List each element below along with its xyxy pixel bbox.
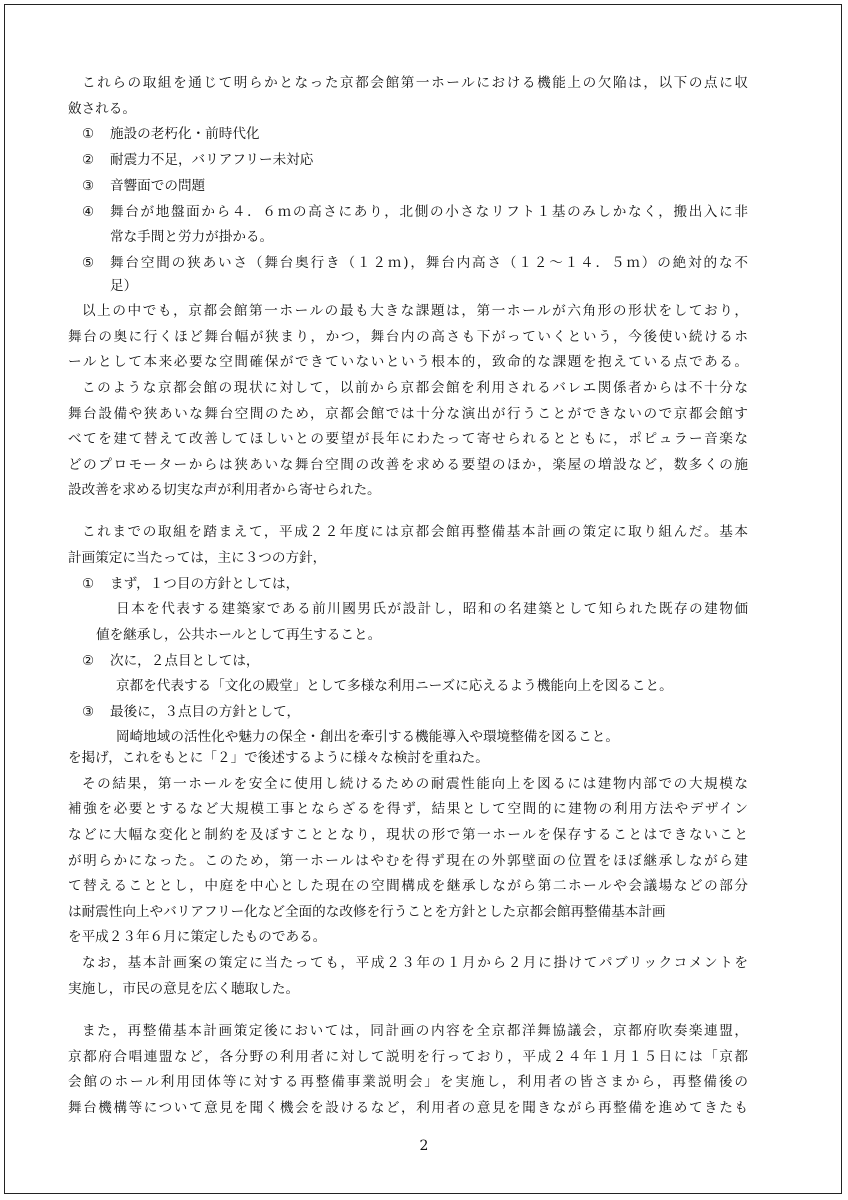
paragraph-1-line-2: 斂される。: [68, 101, 136, 117]
defect-item-4-line-2: 常な手間と労力が掛かる。: [110, 229, 274, 245]
paragraph-7-line-1: また，再整備基本計画策定後においては，同計画の内容を全京都洋舞協議会，京都府吹奏楽連盟，: [82, 1023, 748, 1039]
policy-body-1-line-2: 値を継承し，公共ホールとして再生すること。: [96, 627, 382, 643]
defect-item-4-line-1: 舞台が地盤面から４．６ｍの高さにあり，北側の小さなリフト１基のみしかなく，搬出入に非: [110, 204, 748, 220]
paragraph-7-line-4: 舞台機構等について意見を聞く機会を設けるなど，利用者の意見を聞きながら再整備を進めてきたも: [68, 1100, 748, 1116]
paragraph-5-line-2: 補強を必要とするなど大規模工事とならざるを得ず，結果として空間的に建物の利用方法やデザイン: [68, 801, 748, 817]
paragraph-1-line-1: これらの取組を通じて明らかとなった京都会館第一ホールにおける機能上の欠陥は，以下の点に収: [82, 75, 748, 91]
policy-body-3: 岡崎地域の活性化や魅力の保全・創出を牽引する機能導入や環境整備を図ること。: [116, 729, 619, 745]
paragraph-3-line-5: 設改善を求める切実な声が利用者から寄せられた。: [68, 482, 381, 498]
page-number: 2: [419, 1138, 429, 1154]
paragraph-4-line-1: これまでの取組を踏まえて，平成２２年度には京都会館再整備基本計画の策定に取り組んだ。基本: [82, 524, 748, 540]
defect-marker-5: ⑤: [82, 255, 95, 271]
paragraph-7-line-3: 会館のホール利用団体等に対する再整備事業説明会」を実施し，利用者の皆さまから，再整備後の: [68, 1074, 748, 1090]
defect-marker-3: ③: [82, 178, 95, 194]
paragraph-3-line-2: 舞台設備や狭あいな舞台空間のため，京都会館では十分な演出が行うことができないので京都会館す: [68, 406, 748, 422]
defect-marker-2: ②: [82, 152, 95, 168]
defect-item-2: 耐震力不足，バリアフリー未対応: [110, 152, 314, 168]
paragraph-3-line-3: べてを建て替えて改善してほしいとの要望が長年にわたって寄せられるとともに，ポピュラー音楽な: [68, 431, 748, 447]
defect-item-3: 音響面での問題: [110, 178, 206, 194]
defect-item-5-line-1: 舞台空間の狭あいさ（舞台奥行き（１２ｍ)，舞台内高さ（１２～１４．５ｍ）の絶対的な不: [110, 255, 748, 271]
paragraph-4-line-2: 計画策定に当たっては，主に３つの方針，: [68, 550, 327, 566]
paragraph-5-line-1: その結果，第一ホールを安全に使用し続けるための耐震性能向上を図るには建物内部での大規模な: [82, 776, 748, 792]
policy-marker-3: ③: [82, 704, 95, 720]
defect-item-5-line-2: 足）: [110, 278, 138, 294]
policy-body-2: 京都を代表する「文化の殿堂」として多様な利用ニーズに応えるよう機能向上を図ること。: [116, 678, 673, 694]
policies-conclusion: を掲げ，これをもとに「２」で後述するように様々な検討を重ねた。: [68, 750, 489, 766]
paragraph-6-line-2: 実施し，市民の意見を広く聴取した。: [68, 981, 300, 997]
defect-marker-4: ④: [82, 204, 95, 220]
policy-marker-2: ②: [82, 653, 95, 669]
policy-body-1-line-1: 日本を代表する建築家である前川國男氏が設計し，昭和の名建築として知られた既存の建物価: [116, 601, 748, 617]
paragraph-7-line-2: 京都府合唱連盟など，各分野の利用者に対して説明を行っており，平成２４年１月１５日には「京都: [68, 1049, 748, 1065]
paragraph-5-line-7: を平成２３年６月に策定したものである。: [68, 929, 327, 945]
paragraph-2-line-2: 舞台の奥に行くほど舞台幅が狭まり，かつ，舞台内の高さも下がっていくという，今後使い続けるホ: [68, 329, 748, 345]
policy-heading-1: まず，１つ目の方針としては，: [110, 576, 300, 592]
paragraph-6-line-1: なお，基本計画案の策定に当たっても，平成２３年の１月から２月に掛けてパブリックコメントを: [82, 955, 748, 971]
paragraph-5-line-3: などに大幅な変化と制約を及ぼすこととなり，現状の形で第一ホールを保存することはできないこと: [68, 827, 748, 843]
policy-heading-3: 最後に，３点目の方針として，: [110, 704, 301, 720]
defect-item-1: 施設の老朽化・前時代化: [110, 126, 260, 142]
paragraph-3-line-1: このような京都会館の現状に対して，以前から京都会館を利用されるバレエ関係者からは不十分な: [82, 380, 748, 396]
policy-heading-2: 次に，２点目としては，: [110, 653, 260, 669]
paragraph-5-line-4: が明らかになった。このため，第一ホールはやむを得ず現在の外郭壁面の位置をほぼ継承しながら建: [68, 853, 748, 869]
paragraph-2-line-1: 以上の中でも，京都会館第一ホールの最も大きな課題は，第一ホールが六角形の形状をしており，: [82, 303, 748, 319]
paragraph-5-line-6: は耐震性向上やバリアフリー化など全面的な改修を行うことを方針とした京都会館再整備基本計画: [68, 904, 666, 920]
defect-marker-1: ①: [82, 126, 95, 142]
policy-marker-1: ①: [82, 576, 95, 592]
paragraph-5-line-5: て替えることとし，中庭を中心とした現在の空間構成を継承しながら第二ホールや会議場などの部分: [68, 878, 748, 894]
paragraph-3-line-4: どのプロモーターからは狭あいな舞台空間の改善を求める要望のほか，楽屋の増設など，数多くの施: [68, 457, 748, 473]
paragraph-2-line-3: ールとして本来必要な空間確保ができていないという根本的，致命的な課題を抱えている点である。: [68, 354, 748, 370]
